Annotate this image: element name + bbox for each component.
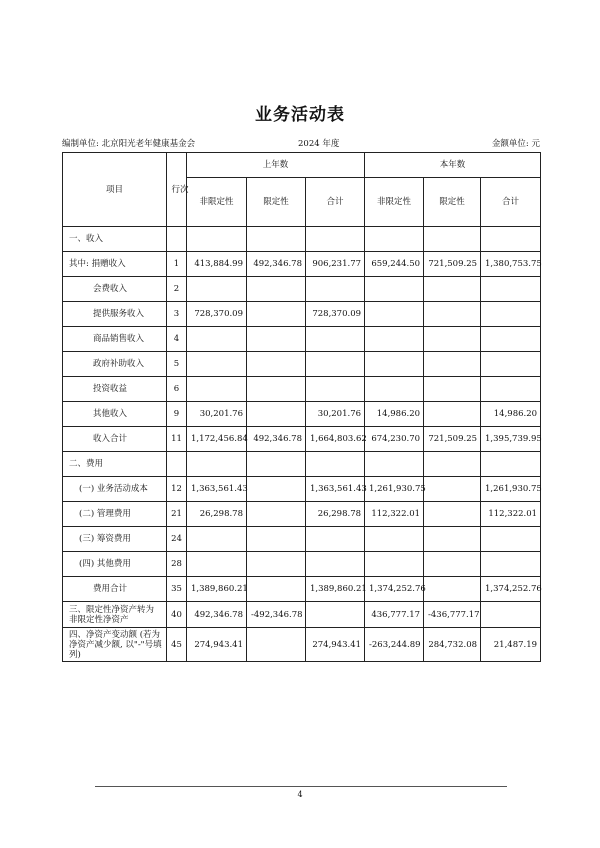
- cell-prior-unrestricted: 1,363,561.43: [187, 477, 247, 502]
- cell-prior-total: [306, 227, 365, 252]
- cell-current-total: [481, 377, 541, 402]
- cell-current-total: [481, 352, 541, 377]
- cell-current-restricted: [424, 352, 481, 377]
- cell-current-unrestricted: [365, 352, 424, 377]
- cell-current-unrestricted: [365, 302, 424, 327]
- cell-prior-unrestricted: [187, 352, 247, 377]
- cell-prior-restricted: [247, 302, 306, 327]
- row-line-number: 28: [167, 552, 187, 577]
- cell-prior-total: 906,231.77: [306, 252, 365, 277]
- cell-prior-unrestricted: [187, 452, 247, 477]
- table-row: [63, 302, 541, 327]
- header-current-year: 本年数: [365, 153, 541, 178]
- row-item-label: 政府补助收入: [63, 352, 167, 377]
- cell-current-total: 14,986.20: [481, 402, 541, 427]
- cell-prior-unrestricted: 274,943.41: [187, 628, 247, 662]
- cell-prior-unrestricted: [187, 552, 247, 577]
- period-label: 2024 年度: [298, 139, 340, 149]
- table-row: [63, 277, 541, 302]
- header-line-no-text: 行次: [171, 184, 189, 195]
- table-row: [63, 477, 541, 502]
- cell-current-restricted: [424, 327, 481, 352]
- row-line-number: [167, 452, 187, 477]
- cell-current-restricted: [424, 277, 481, 302]
- cell-prior-total: 1,664,803.62: [306, 427, 365, 452]
- cell-current-restricted: 284,732.08: [424, 628, 481, 662]
- row-item-label: 提供服务收入: [63, 302, 167, 327]
- cell-prior-restricted: [247, 527, 306, 552]
- cell-prior-restricted: 492,346.78: [247, 427, 306, 452]
- cell-current-total: [481, 302, 541, 327]
- row-line-number: 45: [167, 628, 187, 662]
- cell-current-total: [481, 227, 541, 252]
- cell-prior-unrestricted: [187, 527, 247, 552]
- cell-current-total: 1,395,739.95: [481, 427, 541, 452]
- cell-current-restricted: [424, 452, 481, 477]
- row-item-label: 一、收入: [63, 227, 167, 252]
- row-line-number: [167, 227, 187, 252]
- cell-current-unrestricted: 112,322.01: [365, 502, 424, 527]
- cell-prior-restricted: [247, 227, 306, 252]
- cell-prior-restricted: -492,346.78: [247, 602, 306, 628]
- cell-current-unrestricted: [365, 452, 424, 477]
- cell-current-unrestricted: [365, 277, 424, 302]
- row-item-label: (二) 管理费用: [63, 502, 167, 527]
- cell-prior-unrestricted: 413,884.99: [187, 252, 247, 277]
- cell-current-total: 1,374,252.76: [481, 577, 541, 602]
- cell-prior-total: 274,943.41: [306, 628, 365, 662]
- cell-prior-unrestricted: [187, 227, 247, 252]
- cell-prior-restricted: 492,346.78: [247, 252, 306, 277]
- page-number: 4: [297, 790, 303, 799]
- cell-prior-restricted: [247, 577, 306, 602]
- cell-current-unrestricted: 14,986.20: [365, 402, 424, 427]
- cell-prior-unrestricted: [187, 327, 247, 352]
- header-item: 项目: [63, 153, 167, 227]
- table-body: [63, 227, 541, 662]
- cell-prior-total: [306, 277, 365, 302]
- row-item-label: (四) 其他费用: [63, 552, 167, 577]
- cell-prior-unrestricted: [187, 377, 247, 402]
- cell-current-restricted: 721,509.25: [424, 252, 481, 277]
- row-line-number: 6: [167, 377, 187, 402]
- cell-prior-restricted: [247, 377, 306, 402]
- cell-prior-unrestricted: 728,370.09: [187, 302, 247, 327]
- row-item-label: (一) 业务活动成本: [63, 477, 167, 502]
- cell-prior-total: [306, 452, 365, 477]
- cell-current-total: [481, 452, 541, 477]
- cell-prior-restricted: [247, 352, 306, 377]
- cell-current-total: [481, 327, 541, 352]
- cell-current-total: [481, 602, 541, 628]
- cell-prior-unrestricted: 492,346.78: [187, 602, 247, 628]
- cell-prior-restricted: [247, 327, 306, 352]
- cell-prior-unrestricted: 30,201.76: [187, 402, 247, 427]
- table-row: [63, 502, 541, 527]
- cell-current-total: [481, 527, 541, 552]
- row-line-number: 11: [167, 427, 187, 452]
- table-row: [63, 527, 541, 552]
- table-row: [63, 602, 541, 628]
- cell-current-unrestricted: [365, 552, 424, 577]
- cell-prior-restricted: [247, 402, 306, 427]
- cell-prior-restricted: [247, 452, 306, 477]
- header-current-total: 合计: [481, 178, 541, 227]
- cell-prior-total: [306, 527, 365, 552]
- table-row: [63, 628, 541, 662]
- cell-prior-total: 1,389,860.21: [306, 577, 365, 602]
- row-line-number: 1: [167, 252, 187, 277]
- cell-current-total: 1,261,930.75: [481, 477, 541, 502]
- row-item-label: 收入合计: [63, 427, 167, 452]
- organization-label: 编制单位: 北京阳光老年健康基金会: [62, 139, 196, 149]
- row-line-number: 21: [167, 502, 187, 527]
- row-item-label: 商品销售收入: [63, 327, 167, 352]
- cell-current-unrestricted: [365, 527, 424, 552]
- cell-current-restricted: [424, 477, 481, 502]
- row-item-label: 二、费用: [63, 452, 167, 477]
- footer-divider: [95, 786, 507, 787]
- unit-label: 金额单位: 元: [491, 139, 540, 149]
- table-row: [63, 427, 541, 452]
- cell-current-unrestricted: [365, 377, 424, 402]
- cell-current-total: 21,487.19: [481, 628, 541, 662]
- cell-prior-total: 30,201.76: [306, 402, 365, 427]
- cell-current-restricted: [424, 527, 481, 552]
- cell-current-restricted: [424, 377, 481, 402]
- row-line-number: 9: [167, 402, 187, 427]
- cell-prior-total: [306, 602, 365, 628]
- cell-current-unrestricted: [365, 327, 424, 352]
- cell-current-total: 1,380,753.75: [481, 252, 541, 277]
- row-item-label: (三) 筹资费用: [63, 527, 167, 552]
- cell-prior-total: 1,363,561.43: [306, 477, 365, 502]
- cell-prior-restricted: [247, 277, 306, 302]
- cell-prior-total: [306, 377, 365, 402]
- cell-current-restricted: -436,777.17: [424, 602, 481, 628]
- row-line-number: 35: [167, 577, 187, 602]
- header-prior-year: 上年数: [187, 153, 365, 178]
- row-item-label: 其中: 捐赠收入: [63, 252, 167, 277]
- cell-current-unrestricted: 659,244.50: [365, 252, 424, 277]
- cell-prior-restricted: [247, 477, 306, 502]
- cell-prior-restricted: [247, 628, 306, 662]
- cell-current-restricted: 721,509.25: [424, 427, 481, 452]
- activity-statement-table: [62, 152, 541, 662]
- table-row: [63, 577, 541, 602]
- header-current-restricted: 限定性: [424, 178, 481, 227]
- table-row: [63, 352, 541, 377]
- header-row-1: [63, 153, 541, 178]
- cell-current-total: [481, 552, 541, 577]
- row-item-label: 投资收益: [63, 377, 167, 402]
- table-row: [63, 402, 541, 427]
- cell-prior-total: 728,370.09: [306, 302, 365, 327]
- row-item-label: 三、限定性净资产转为非限定性净资产: [63, 602, 167, 628]
- row-item-label: 会费收入: [63, 277, 167, 302]
- table-row: [63, 227, 541, 252]
- cell-prior-total: [306, 552, 365, 577]
- table-row: [63, 327, 541, 352]
- cell-current-restricted: [424, 402, 481, 427]
- row-item-label: 四、净资产变动额 (若为净资产减少额, 以"-"号填列): [63, 628, 167, 662]
- cell-current-unrestricted: 436,777.17: [365, 602, 424, 628]
- cell-current-restricted: [424, 227, 481, 252]
- cell-current-restricted: [424, 552, 481, 577]
- header-prior-total: 合计: [306, 178, 365, 227]
- cell-prior-total: [306, 327, 365, 352]
- cell-current-total: 112,322.01: [481, 502, 541, 527]
- cell-current-unrestricted: 1,374,252.76: [365, 577, 424, 602]
- table-row: [63, 252, 541, 277]
- cell-prior-unrestricted: 1,389,860.21: [187, 577, 247, 602]
- header-prior-unrestricted: 非限定性: [187, 178, 247, 227]
- header-current-unrestricted: 非限定性: [365, 178, 424, 227]
- cell-current-restricted: [424, 577, 481, 602]
- cell-current-restricted: [424, 302, 481, 327]
- row-line-number: 12: [167, 477, 187, 502]
- table-row: [63, 377, 541, 402]
- row-item-label: 费用合计: [63, 577, 167, 602]
- table-row: [63, 552, 541, 577]
- row-line-number: 24: [167, 527, 187, 552]
- row-line-number: 5: [167, 352, 187, 377]
- cell-prior-unrestricted: [187, 277, 247, 302]
- cell-current-total: [481, 277, 541, 302]
- cell-current-unrestricted: 1,261,930.75: [365, 477, 424, 502]
- cell-current-restricted: [424, 502, 481, 527]
- cell-prior-total: [306, 352, 365, 377]
- header-prior-restricted: 限定性: [247, 178, 306, 227]
- report-meta: [62, 137, 540, 151]
- header-line-no: [167, 153, 187, 227]
- cell-prior-unrestricted: 26,298.78: [187, 502, 247, 527]
- row-line-number: 2: [167, 277, 187, 302]
- row-line-number: 40: [167, 602, 187, 628]
- cell-current-unrestricted: [365, 227, 424, 252]
- row-item-label: 其他收入: [63, 402, 167, 427]
- cell-prior-restricted: [247, 502, 306, 527]
- cell-prior-unrestricted: 1,172,456.84: [187, 427, 247, 452]
- row-line-number: 3: [167, 302, 187, 327]
- table-row: [63, 452, 541, 477]
- cell-prior-restricted: [247, 552, 306, 577]
- report-title: 业务活动表: [255, 105, 345, 125]
- row-line-number: 4: [167, 327, 187, 352]
- cell-prior-total: 26,298.78: [306, 502, 365, 527]
- cell-current-unrestricted: -263,244.89: [365, 628, 424, 662]
- cell-current-unrestricted: 674,230.70: [365, 427, 424, 452]
